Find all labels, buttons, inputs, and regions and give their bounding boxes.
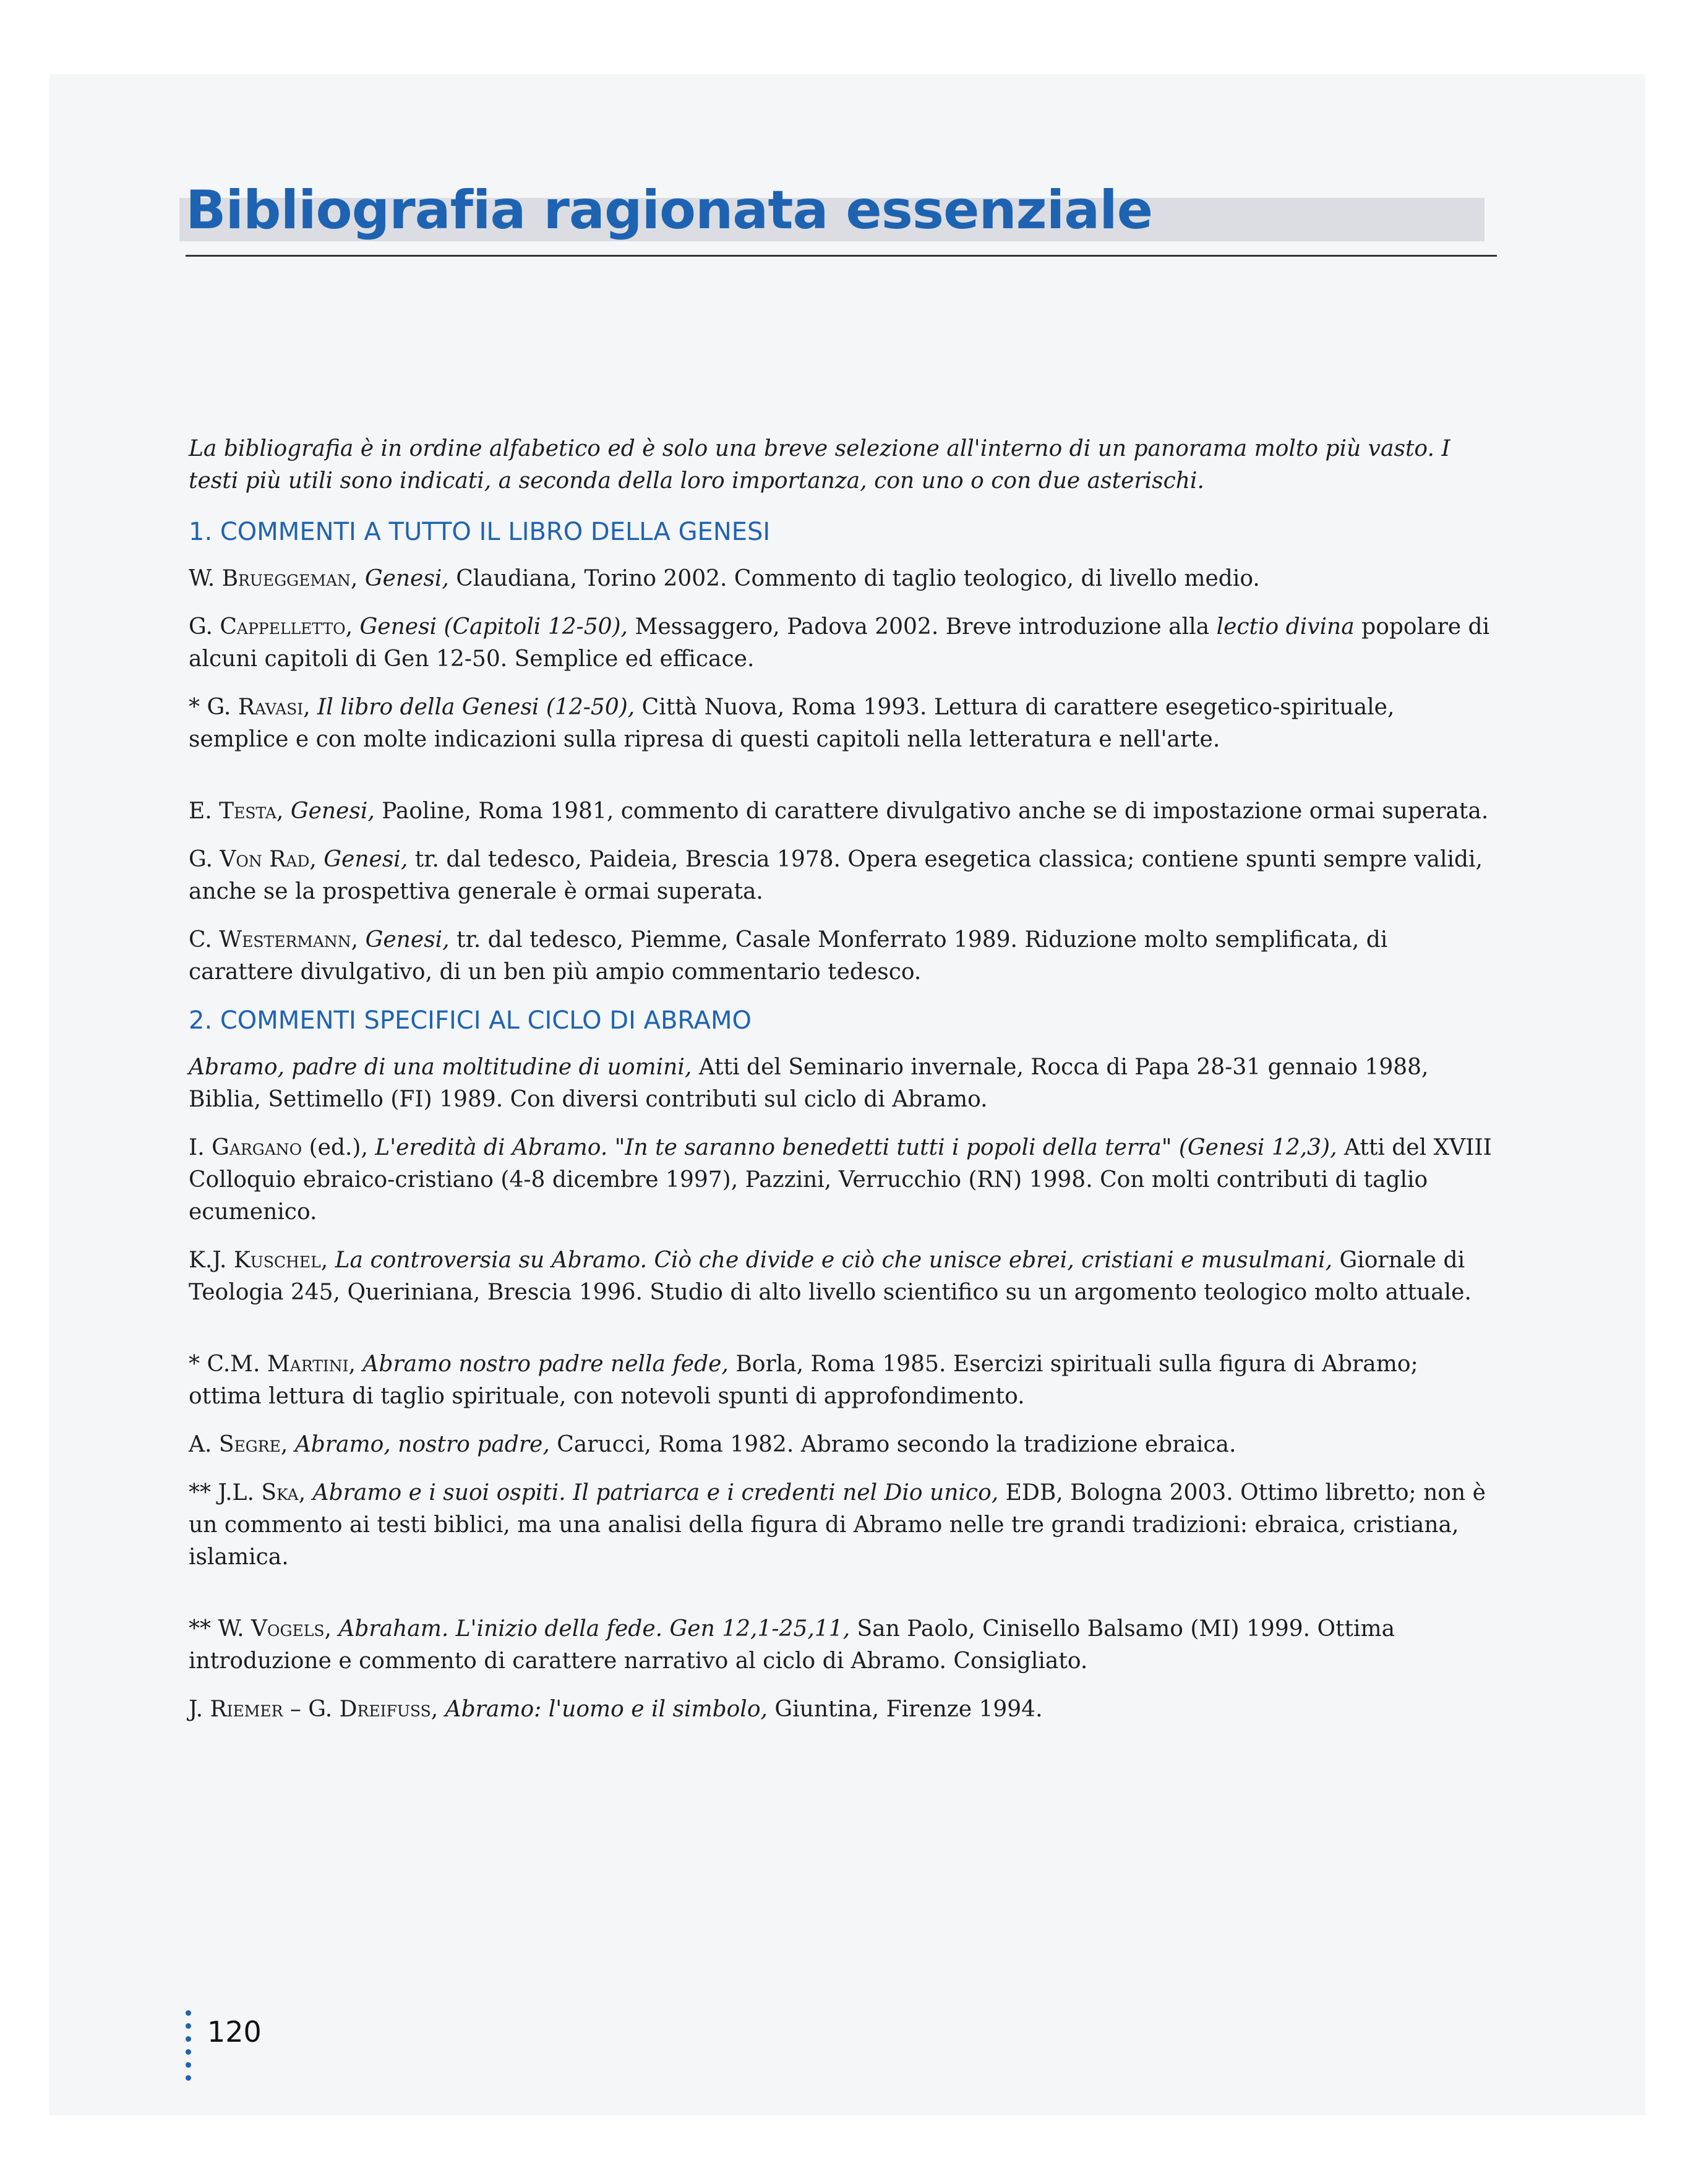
entry-work-title: La controversia su Abramo. Ciò che divide e ciò che unisce ebrei, cristiani e musulmani, bbox=[335, 1248, 1333, 1273]
bibliography-entry bbox=[189, 844, 1497, 908]
entry-work-title: Genesi, bbox=[290, 799, 375, 824]
entry-description: tr. dal tedesco, Piemme, Casale Monferrato 1989. Riduzione molto semplificata, di carattere divulgativo, di un ben più ampio commentario tedesco. bbox=[189, 927, 1388, 985]
entry-description: Carucci, Roma 1982. Abramo secondo la tradizione ebraica. bbox=[557, 1432, 1236, 1457]
entry-work-title: Genesi, bbox=[364, 566, 449, 591]
entry-description: Atti del Seminario invernale, Rocca di Papa 28-31 gennaio 1988, Biblia, Settimello (FI) 1989. Con diversi contributi sul ciclo di Abramo. bbox=[189, 1055, 1429, 1112]
decorative-dot bbox=[186, 2023, 191, 2029]
entry-author: W. Vogels, bbox=[218, 1616, 332, 1642]
entry-asterisk: * bbox=[189, 1351, 207, 1377]
entry-work-title: Abramo, nostro padre, bbox=[294, 1432, 550, 1457]
entry-work-title: Genesi, bbox=[323, 847, 408, 872]
entry-author: A. Segre, bbox=[189, 1432, 288, 1457]
entry-description: Città Nuova, Roma 1993. Lettura di carattere esegetico-spirituale, semplice e con molte indicazioni sulla ripresa di questi capitoli nella letteratura e nell'arte. bbox=[189, 695, 1395, 752]
entry-author: C. Westermann, bbox=[189, 927, 359, 953]
entry-work-title: Abramo: l'uomo e il simbolo, bbox=[445, 1697, 768, 1722]
entry-author: G. Cappelletto, bbox=[189, 614, 353, 640]
entry-author: C.M. Martini, bbox=[207, 1351, 356, 1377]
bibliography-entry bbox=[189, 795, 1497, 828]
bibliography-entry bbox=[189, 924, 1497, 988]
section-heading-1: 1. COMMENTI A TUTTO IL LIBRO DELLA GENESI bbox=[189, 518, 771, 546]
entry-description: popolare di alcuni capitoli di Gen 12-50. Semplice ed efficace. bbox=[189, 614, 1490, 672]
bibliography-entry bbox=[189, 1694, 1497, 1726]
title-underline bbox=[186, 255, 1497, 257]
entry-description: Atti del XVIII Colloquio ebraico-cristiano (4-8 dicembre 1997), Pazzini, Verrucchio (RN) 1998. Con molti contributi di taglio ecumenico. bbox=[189, 1135, 1492, 1225]
entry-author: E. Testa, bbox=[189, 799, 284, 824]
bibliography-entry bbox=[189, 692, 1497, 756]
entry-asterisk: ** bbox=[189, 1480, 218, 1505]
page-title: Bibliografia ragionata essenziale bbox=[186, 179, 1153, 241]
decorative-dot bbox=[186, 2062, 191, 2068]
entry-description: Borla, Roma 1985. Esercizi spirituali sulla figura di Abramo; ottima lettura di taglio spirituale, con notevoli spunti di approfondimento. bbox=[189, 1351, 1418, 1409]
bibliography-entry bbox=[189, 563, 1497, 595]
entry-work-title: Genesi (Capitoli 12-50), bbox=[359, 614, 628, 640]
entry-author: G. Von Rad, bbox=[189, 847, 317, 872]
entry-author: W. Brueggeman, bbox=[189, 566, 358, 591]
entry-work-title: lectio divina bbox=[1216, 614, 1355, 640]
bibliography-entry bbox=[189, 611, 1497, 675]
section-heading-2: 2. COMMENTI SPECIFICI AL CICLO DI ABRAMO bbox=[189, 1006, 752, 1035]
bibliography-entry bbox=[189, 1132, 1497, 1228]
entry-asterisk: ** bbox=[189, 1616, 218, 1642]
bibliography-entry bbox=[189, 1477, 1497, 1574]
entry-description: Messaggero, Padova 2002. Breve introduzione alla bbox=[635, 614, 1210, 640]
decorative-dot bbox=[186, 2010, 191, 2016]
entry-author: J.L. Ska, bbox=[218, 1480, 306, 1505]
entry-description: Claudiana, Torino 2002. Commento di taglio teologico, di livello medio. bbox=[456, 566, 1260, 591]
entry-work-title: L'eredità di Abramo. "In te saranno benedetti tutti i popoli della terra" (Genesi 12,3), bbox=[375, 1135, 1337, 1160]
bibliography-entry bbox=[189, 1051, 1497, 1116]
entry-description: San Paolo, Cinisello Balsamo (MI) 1999. Ottima introduzione e commento di carattere narrativo al ciclo di Abramo. Consigliato. bbox=[189, 1616, 1395, 1674]
entry-author: G. Ravasi, bbox=[207, 695, 311, 720]
entry-work-title: Abraham. L'inizio della fede. Gen 12,1-25,11, bbox=[338, 1616, 850, 1642]
page-number: 120 bbox=[207, 2015, 262, 2049]
bibliography-entry bbox=[189, 1348, 1497, 1413]
page-number-dots bbox=[186, 2010, 191, 2088]
intro-note: La bibliografia è in ordine alfabetico ed è solo una breve selezione all'interno di un panorama molto più vasto. I testi più utili sono indicati, a seconda della loro importanza, con uno o con due asterischi. bbox=[189, 436, 1450, 494]
entry-work-title: Abramo e i suoi ospiti. Il patriarca e i credenti nel Dio unico, bbox=[312, 1480, 999, 1505]
entry-description: Paoline, Roma 1981, commento di carattere divulgativo anche se di impostazione ormai superata. bbox=[382, 799, 1489, 824]
bibliography-entry bbox=[189, 1429, 1497, 1461]
entry-author: I. Gargano bbox=[189, 1135, 302, 1160]
entry-description: Giornale di Teologia 245, Queriniana, Brescia 1996. Studio di alto livello scientifico su un argomento teologico molto attuale. bbox=[189, 1248, 1472, 1305]
bibliography-entry bbox=[189, 1244, 1497, 1309]
decorative-dot bbox=[186, 2036, 191, 2042]
entry-description: EDB, Bologna 2003. Ottimo libretto; non è un commento ai testi biblici, ma una analisi della figura di Abramo nelle tre grandi tradizioni: ebraica, cristiana, islamica. bbox=[189, 1480, 1486, 1570]
entry-author: J. Riemer – G. Dreifuss, bbox=[189, 1697, 439, 1722]
entry-work-title: Il libro della Genesi (12-50), bbox=[317, 695, 635, 720]
entry-asterisk: * bbox=[189, 695, 207, 720]
entry-work-title: Abramo nostro padre nella fede, bbox=[362, 1351, 729, 1377]
bibliography-entry bbox=[189, 1613, 1497, 1677]
decorative-dot bbox=[186, 2075, 191, 2081]
entry-work-title: Abramo, padre di una moltitudine di uomini, bbox=[189, 1055, 692, 1080]
bibliography-body bbox=[189, 433, 1497, 1742]
entry-work-title: Genesi, bbox=[365, 927, 450, 953]
entry-author: K.J. Kuschel, bbox=[189, 1248, 328, 1273]
decorative-dot bbox=[186, 2049, 191, 2055]
entry-editor-note: (ed.), bbox=[309, 1135, 368, 1160]
entry-description: Giuntina, Firenze 1994. bbox=[774, 1697, 1043, 1722]
entry-description: tr. dal tedesco, Paideia, Brescia 1978. Opera esegetica classica; contiene spunti sempre validi, anche se la prospettiva generale è ormai superata. bbox=[189, 847, 1483, 904]
